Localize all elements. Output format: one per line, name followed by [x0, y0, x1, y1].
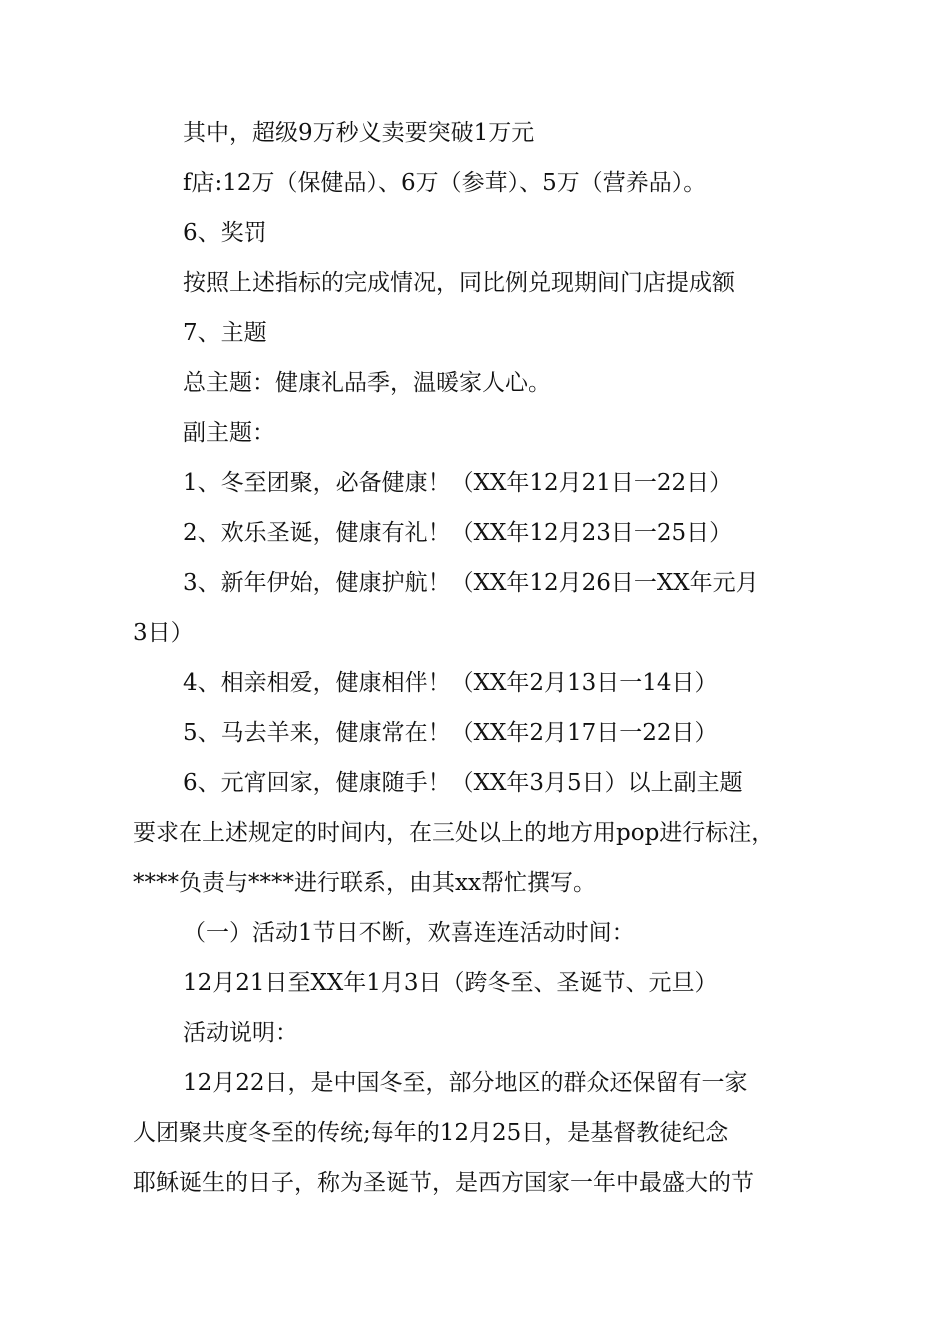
text-line: f店:12万（保健品）、6万（参茸）、5万（营养品）。: [183, 170, 707, 196]
text-line: 2、欢乐圣诞，健康有礼！（XX年12月23日一25日）: [183, 520, 733, 546]
text-line: 4、相亲相爱，健康相伴！（XX年2月13日一14日）: [183, 670, 718, 696]
text-line: 1、冬至团聚，必备健康！（XX年12月21日一22日）: [183, 470, 733, 496]
text-line: 耶稣诞生的日子，称为圣诞节，是西方国家一年中最盛大的节: [133, 1170, 754, 1196]
text-line: 活动说明：: [183, 1020, 298, 1046]
text-line: 3、新年伊始，健康护航！（XX年12月26日一XX年元月: [183, 570, 759, 596]
text-line: 人团聚共度冬至的传统;每年的12月25日，是基督教徒纪念: [133, 1120, 729, 1146]
text-line: （一）活动1节日不断，欢喜连连活动时间：: [183, 920, 635, 946]
text-line: 6、元宵回家，健康随手！（XX年3月5日）以上副主题: [183, 770, 743, 796]
text-line: ****负责与****进行联系，由其xx帮忙撰写。: [133, 870, 596, 896]
text-line: 要求在上述规定的时间内，在三处以上的地方用pop进行标注，: [133, 820, 775, 846]
text-line: 其中，超级9万秒义卖要突破1万元: [183, 120, 535, 146]
text-line: 按照上述指标的完成情况，同比例兑现期间门店提成额: [183, 270, 735, 296]
text-line: 总主题：健康礼品季，温暖家人心。: [183, 370, 551, 396]
text-line: 5、马去羊来，健康常在！（XX年2月17日一22日）: [183, 720, 718, 746]
text-line: 3日）: [133, 620, 194, 646]
text-line: 副主题：: [183, 420, 275, 446]
text-line: 6、奖罚: [183, 220, 267, 246]
text-line: 12月22日，是中国冬至，部分地区的群众还保留有一家: [183, 1070, 748, 1096]
text-line: 12月21日至XX年1月3日（跨冬至、圣诞节、元旦）: [183, 970, 718, 996]
text-line: 7、主题: [183, 320, 267, 346]
